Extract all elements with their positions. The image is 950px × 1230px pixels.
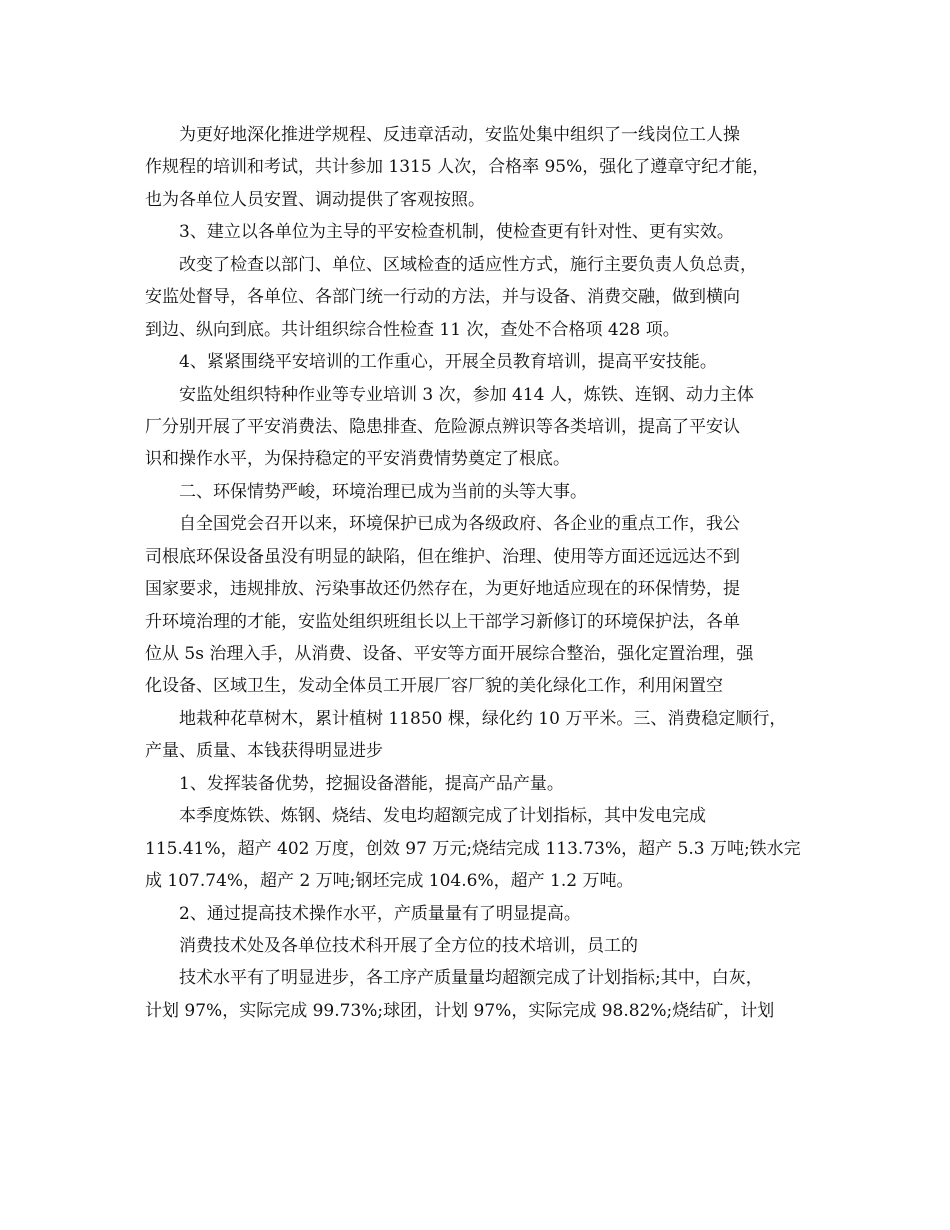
text-line: 厂分别开展了平安消费法、隐患排查、危险源点辨识等各类培训，提高了平安认: [145, 416, 740, 437]
text-line: 2、通过提高技术操作水平，产质量量有了明显提高。: [179, 903, 581, 924]
text-line: 计划 97%，实际完成 99.73%;球团，计划 97%，实际完成 98.82%;烧结矿，计划: [145, 1000, 775, 1021]
text-line: 化设备、区域卫生，发动全体员工开展厂容厂貌的美化绿化工作，利用闲置空: [145, 676, 723, 697]
text-line: 1、发挥装备优势，挖掘设备潜能，提高产品产量。: [179, 773, 564, 794]
text-line: 自全国党会召开以来，环境保护已成为各级政府、各企业的重点工作，我公: [179, 514, 740, 535]
text-line: 本季度炼铁、炼钢、烧结、发电均超额完成了计划指标，其中发电完成: [179, 806, 706, 827]
text-line: 国家要求，违规排放、污染事故还仍然存在，为更好地适应现在的环保情势，提: [145, 579, 740, 600]
text-line: 识和操作水平，为保持稳定的平安消费情势奠定了根底。: [145, 449, 570, 470]
text-line: 安监处组织特种作业等专业培训 3 次，参加 414 人，炼铁、连钢、动力主体: [179, 384, 754, 405]
text-line: 消费技术处及各单位技术科开展了全方位的技术培训，员工的: [179, 935, 638, 956]
text-line: 二、环保情势严峻，环境治理已成为当前的头等大事。: [179, 481, 587, 502]
text-line: 115.41%，超产 402 万度，创效 97 万元;烧结完成 113.73%，超产 5.3 万吨;铁水完: [145, 838, 801, 859]
text-line: 位从 5s 治理入手，从消费、设备、平安等方面开展综合整治，强化定置治理，强: [145, 644, 754, 664]
text-line: 技术水平有了明显进步，各工序产质量量均超额完成了计划指标;其中，白灰，: [179, 968, 763, 989]
text-line: 4、紧紧围绕平安培训的工作重心，开展全员教育培训，提高平安技能。: [179, 352, 717, 373]
text-line: 地栽种花草树木，累计植树 11850 棵，绿化约 10 万平米。三、消费稳定顺行，: [179, 708, 787, 729]
text-line: 成 107.74%，超产 2 万吨;钢坯完成 104.6%，超产 1.2 万吨。: [145, 871, 634, 892]
text-line: 作规程的培训和考试，共计参加 1315 人次，合格率 95%，强化了遵章守纪才能，: [145, 157, 770, 178]
text-line: 升环境治理的才能，安监处组织班组长以上干部学习新修订的环境保护法，各单: [145, 611, 740, 632]
text-line: 产量、质量、本钱获得明显进步: [145, 741, 383, 762]
text-line: 3、建立以各单位为主导的平安检查机制，使检查更有针对性、更有实效。: [179, 222, 734, 243]
text-line: 也为各单位人员安置、调动提供了客观按照。: [145, 189, 485, 210]
text-line: 改变了检查以部门、单位、区域检查的适应性方式，施行主要负责人负总责，: [179, 254, 757, 275]
text-line: 司根底环保设备虽没有明显的缺陷，但在维护、治理、使用等方面还远远达不到: [145, 546, 740, 567]
text-line: 到边、纵向到底。共计组织综合性检查 11 次，查处不合格项 428 项。: [145, 319, 680, 340]
text-line: 安监处督导，各单位、各部门统一行动的方法，并与设备、消费交融，做到横向: [145, 287, 740, 308]
document-body: [145, 119, 817, 1027]
text-line: 为更好地深化推进学规程、反违章活动，安监处集中组织了一线岗位工人操: [179, 125, 740, 145]
